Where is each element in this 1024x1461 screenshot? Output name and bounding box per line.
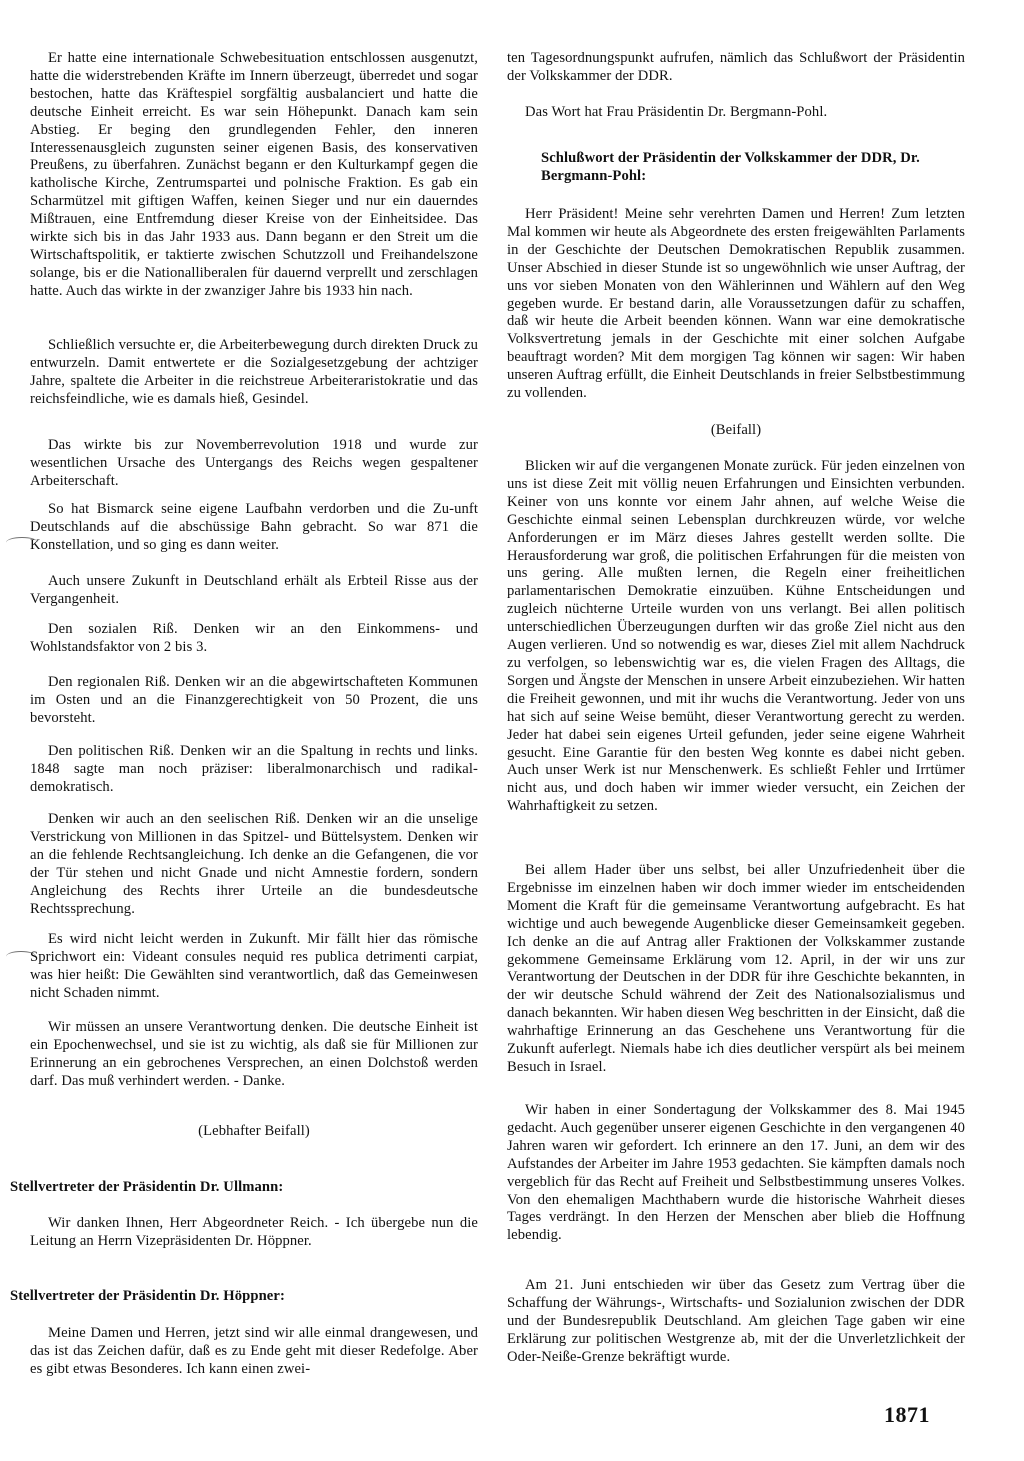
paragraph: Es wird nicht leicht werden in Zukunft. Mir fällt hier das römische Sprichwort ein: Videant consules nequid res publica detrimenti carpiat, was hier heißt: Die Gewählten sind verantwortlich, daß das Gemeinwesen nicht Schaden nimmt.	[30, 931, 478, 1001]
paragraph: Wir müssen an unsere Verantwortung denken. Die deutsche Einheit ist ein Epochenwechsel, und sie ist zu wichtig, als daß sie für Millionen zur Erinnerung an ein gebrochenes Versprechen, an einen Dolchstoß werden darf. Das muß verhindert werden. - Danke.	[30, 1019, 478, 1089]
paragraph: Wir haben in einer Sondertagung der Volkskammer des 8. Mai 1945 gedacht. Auch gegenüber unserer eigenen Geschichte in den vergangenen 40 Jahren waren wir gefordert. Ich erinnere an den 17. Juni, an dem wir des Aufstandes der Arbeiter im Jahre 1953 gedachten. Sie kämpften damals noch vergeblich für das Recht auf Freiheit und Selbstbestimmung unseres Volkes. Von den ehemaligen Machthabern wurde die historische Wahrheit dieses Tages verdrängt. In den Herzen der Menschen aber blieb die Hoffnung lebendig.	[507, 1102, 965, 1244]
paragraph: Schließlich versuchte er, die Arbeiterbewegung durch direkten Druck zu entwurzeln. Damit entwertete er die Sozialgesetzgebung der achtziger Jahre, spaltete die Arbeiter in die reichstreue Arbeiteraristokratie und das reichsfeindliche, wie es damals hieß, Gesindel.	[30, 337, 478, 407]
paragraph: Das wirkte bis zur Novemberrevolution 1918 und wurde zur wesentlichen Ursache des Untergangs des Reichs wegen gespaltener Arbeiterschaft.	[30, 437, 478, 489]
applause-note: (Lebhafter Beifall)	[198, 1123, 310, 1139]
paragraph: ten Tagesordnungspunkt aufrufen, nämlich das Schlußwort der Präsidentin der Volkskammer der DDR.	[507, 50, 965, 84]
speaker-heading	[10, 1179, 458, 1197]
paragraph: Blicken wir auf die vergangenen Monate zurück. Für jeden einzelnen von uns ist diese Zeit mit völlig neuen Erfahrungen und Einsichten verbunden. Keiner von uns konnte vor einem Jahr ahnen, auf welche Weise die Geschichte einmal seinen Lebensplan durchkreuzen würde, vor welche Anforderungen er im März dieses Jahres gestellt werden sollte. Die Herausforderung war groß, die politischen Erfahrungen für die meisten von uns gering. Alle mußten lernen, die Regeln einer freiheitlichen parlamentarischen Demokratie einzuüben. Kühne Entscheidungen und zugleich nüchterne Urteile wurden von uns verlangt. Bei allen politisch unterschiedlichen Überzeugungen durften wir das große Ziel nicht aus den Augen verlieren. Und so notwendig es war, dieses Ziel mit allem Nachdruck zu verfolgen, so lebenswichtig war es, die vielen Fragen des Alltags, die Sorgen und Ängste der Menschen in unsere Arbeit einzubeziehen. Wir hatten die Freiheit gewonnen, und mit ihr wuchs die Verantwortung. Jeder von uns hat sich auf seine Weise bemüht, dieser Verantwortung gerecht zu werden. Jeder hat dabei sein eigenes Urteil gefunden, jeder seine eigene Wahrheit gesucht. Eine Garantie für den besten Weg konnte es dabei nicht geben. Auch unser Werk ist nur Menschenwerk. Es schließt Fehler und Irrtümer nicht aus, und doch haben wir immer wieder versucht, ein Zeichen der Wahrhaftigkeit zu setzen.	[507, 458, 965, 815]
scan-artifact-mark	[6, 537, 38, 548]
paragraph: Auch unsere Zukunft in Deutschland erhält als Erbteil Risse aus der Vergangenheit.	[30, 573, 478, 607]
paragraph: Das Wort hat Frau Präsidentin Dr. Bergmann-Pohl.	[525, 104, 828, 120]
paragraph: Denken wir auch an den seelischen Riß. Denken wir an die unselige Verstrickung von Millionen in das Spitzel- und Büttelsystem. Denken wir an die fehlende Rechtsangleichung. Ich denke an die Gefangenen, die vor der Tür stehen und nicht Gnade und nicht Amnestie fordern, sondern Angleichung des Rechts ihrer Urteile an die bundesdeutsche Rechtssprechung.	[30, 811, 478, 917]
paragraph: Den politischen Riß. Denken wir an die Spaltung in rechts und links. 1848 sagte man noch präziser: liberalmonarchisch und radikal-demokratisch.	[30, 743, 478, 795]
speaker-name: Stellvertreter der Präsidentin Dr. Höppner:	[10, 1288, 285, 1304]
paragraph: Den regionalen Riß. Denken wir an die abgewirtschafteten Kommunen im Osten und an die Finanzgerechtigkeit von 50 Prozent, die uns bevorsteht.	[30, 674, 478, 726]
applause-note: (Beifall)	[710, 422, 762, 438]
speaker-heading	[10, 1288, 458, 1306]
paragraph: Den sozialen Riß. Denken wir an den Einkommens- und Wohlstandsfaktor von 2 bis 3.	[30, 621, 478, 655]
page-number: 1871	[884, 1402, 930, 1427]
paragraph: Herr Präsident! Meine sehr verehrten Damen und Herren! Zum letzten Mal kommen wir heute als Abgeordnete des ersten freigewählten Parlaments in der Geschichte der Deutschen Demokratischen Republik zusammen. Unser Abschied in dieser Stunde ist so ungewöhnlich wie unser Auftrag, der uns vor sieben Monaten von den Wählerinnen und Wählern auf den Weg gegeben wurde. Er bestand darin, alle Voraussetzungen dafür zu schaffen, daß wir heute die Arbeit beenden können. Wann war eine demokratische Volksvertretung jemals in der Geschichte mit einer solchen Aufgabe beauftragt worden? Mit dem morgigen Tag können wir sagen: Wir haben unseren Auftrag erfüllt, die Einheit Deutschlands in freier Selbstbestimmung zu vollenden.	[507, 206, 965, 402]
section-heading: Schlußwort der Präsidentin der Volkskammer der DDR, Dr. Bergmann-Pohl:	[541, 150, 920, 184]
paragraph: Bei allem Hader über uns selbst, bei aller Unzufriedenheit über die Ergebnisse im einzelnen haben wir doch immer wieder im entscheidenden Moment die Kraft für die gemeinsame Verantwortung aufgebracht. Es hat wichtige und auch bewegende Augenblicke dieser Gemeinsamkeit gegeben. Ich denke an die auf Antrag aller Fraktionen der Volkskammer zustande gekommene Gemeinsame Erklärung vom 12. April, in der wir uns zur Verantwortung der Deutschen in der DDR für ihre Geschichte bekannten, in der wir deutsche Schuld während der Zeit des Nationalsozialismus und danach bekannten. Wir haben diesen Weg beschritten in der Einsicht, daß die wahrhaftige Erinnerung an das Geschehene uns Verantwortung für die Zukunft auferlegt. Niemals habe ich dies deutlicher verspürt als bei meinem Besuch in Israel.	[507, 862, 965, 1075]
paragraph: So hat Bismarck seine eigene Laufbahn verdorben und die Zu-unft Deutschlands auf die abschüssige Bahn gebracht. So war 871 die Konstellation, und so ging es dann weiter.	[30, 501, 478, 553]
paragraph: Meine Damen und Herren, jetzt sind wir alle einmal drangewesen, und das ist das Zeichen dafür, daß es zu Ende geht mit dieser Redefolge. Aber es gibt etwas Besonderes. Ich kann einen zwei-	[30, 1325, 478, 1377]
paragraph: Er hatte eine internationale Schwebesituation entschlossen ausgenutzt, hatte die widerstrebenden Kräfte im Innern überzeugt, überredet und sogar bestochen, hatte das Kräftespiel sorgfältig ausbalanciert und hatte die deutsche Einheit erreicht. Es war sein Höhepunkt. Danach kam sein Abstieg. Er beging den grundlegenden Fehler, den inneren Interessenausgleich zugunsten seiner eigenen Basis, des konservativen Preußens, zu überfahren. Zunächst begann er den Kulturkampf gegen die katholische Kirche, Zentrumspartei und polnische Fraktion. Es gab ein Scharmützel mit giftigen Waffen, keinen Sieger und nur ein dauerndes Mißtrauen, eine Entfremdung dieser Kreise von der Einheitsidee. Das wirkte sich bis in das Jahr 1933 aus. Dann begann er den Streit um die Wirtschaftspolitik, er taktierte zwischen Schutzzoll und Freihandelszone solange, bis er die Nationalliberalen für dauernd verprellt und zerschlagen hatte. Auch das wirkte in der zwanziger Jahre bis 1933 hin nach.	[30, 50, 478, 299]
paragraph: Am 21. Juni entschieden wir über das Gesetz zum Vertrag über die Schaffung der Währungs-, Wirtschafts- und Sozialunion zwischen der DDR und der Bundesrepublik Deutschland. Am gleichen Tage gaben wir eine Erklärung zur politischen Westgrenze ab, mit der die Unverletzlichkeit der Oder-Neiße-Grenze bekräftigt wurde.	[507, 1277, 965, 1365]
scan-artifact-mark	[6, 951, 36, 962]
paragraph: Wir danken Ihnen, Herr Abgeordneter Reich. - Ich übergebe nun die Leitung an Herrn Vizepräsidenten Dr. Höppner.	[30, 1215, 478, 1249]
speaker-name: Stellvertreter der Präsidentin Dr. Ullmann:	[10, 1179, 284, 1195]
